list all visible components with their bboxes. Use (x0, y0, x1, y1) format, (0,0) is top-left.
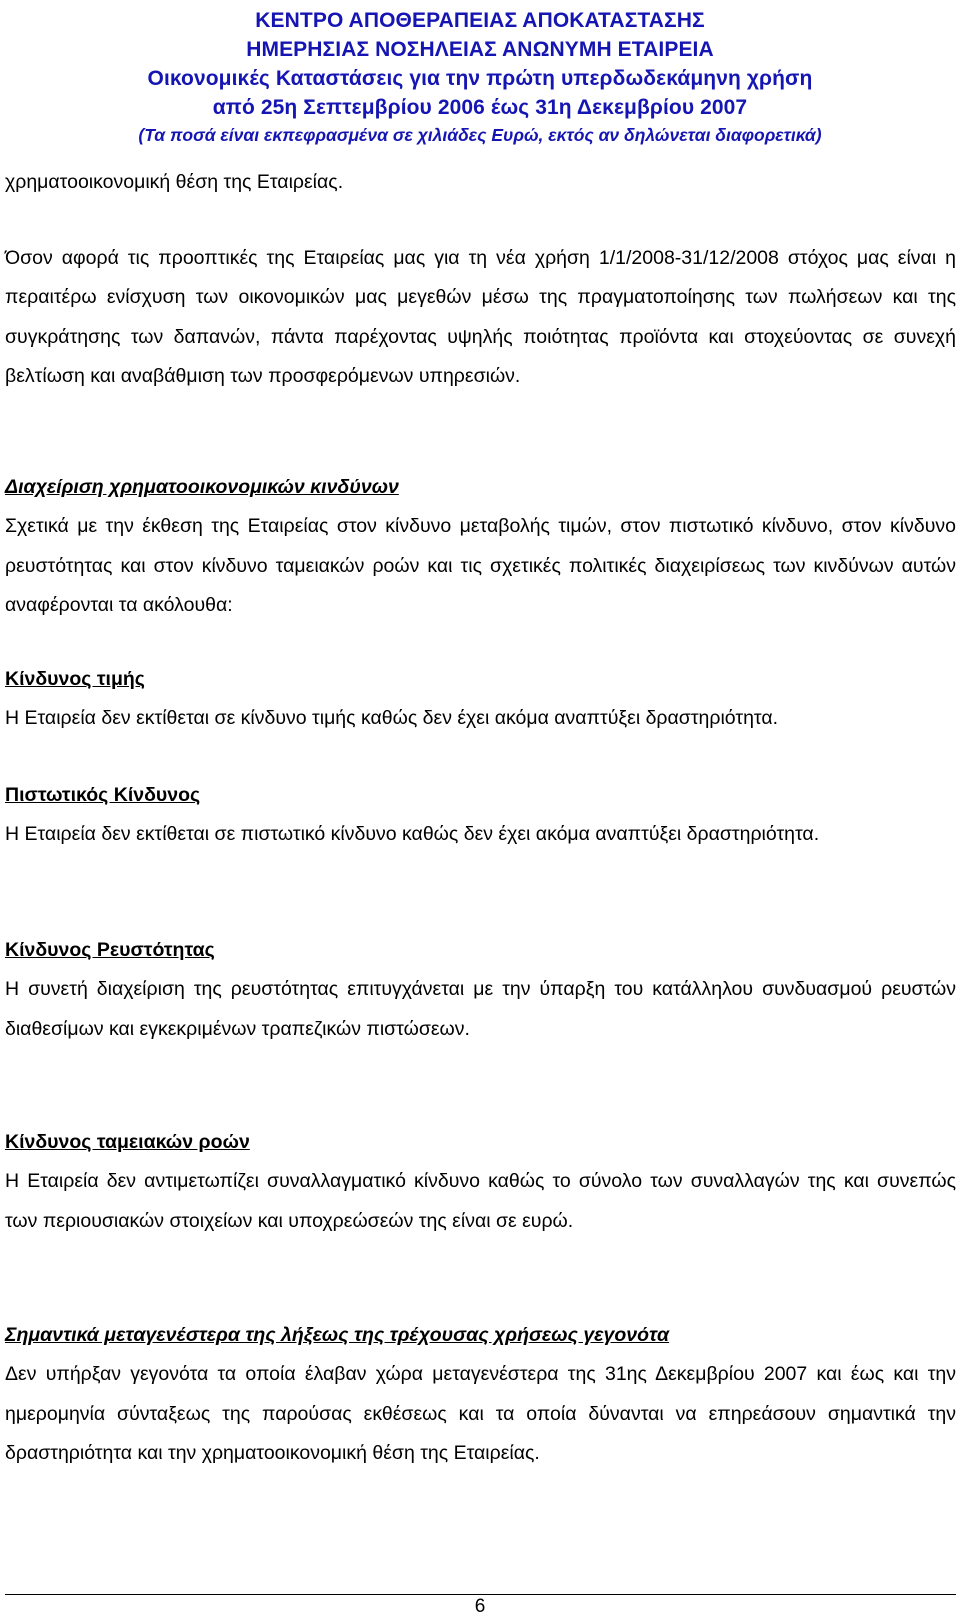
company-name-line1: ΚΕΝΤΡΟ ΑΠΟΘΕΡΑΠΕΙΑΣ ΑΠΟΚΑΤΑΣΤΑΣΗΣ (255, 9, 705, 32)
report-title: Οικονομικές Καταστάσεις για την πρώτη υπερδωδεκάμηνη χρήση (147, 67, 813, 90)
risk-management-paragraph: Σχετικά με την έκθεση της Εταιρείας στον κίνδυνο μεταβολής τιμών, στον πιστωτικό κίνδυνο, στον κίνδυνο ρευστότητας και στον κίνδυνο ταμειακών ροών και τις σχετικές πολιτικές διαχειρίσεως των κινδύνων αυτών αναφέρονται τα ακόλουθα: (5, 515, 956, 616)
document-header (0, 0, 960, 148)
credit-risk-heading: Πιστωτικός Κίνδυνος (5, 784, 201, 806)
currency-note: (Τα ποσά είναι εκπεφρασμένα σε χιλιάδες Ευρώ, εκτός αν δηλώνεται διαφορετικά) (138, 125, 822, 145)
liquidity-risk-paragraph: Η συνετή διαχείριση της ρευστότητας επιτυγχάνεται με την ύπαρξη του κατάλληλου συνδυασμού ρευστών διαθεσίμων και εγκεκριμένων τραπεζικών πιστώσεων. (5, 978, 956, 1040)
subsequent-events-paragraph: Δεν υπήρξαν γεγονότα τα οποία έλαβαν χώρα μεταγενέστερα της 31ης Δεκεμβρίου 2007 και έως και την ημερομηνία σύνταξεως της παρούσας εκθέσεως και τα οποία δύνανται να επηρεάσουν σημαντικά την δραστηριότητα και την χρηματοοικονομική θέση της Εταιρείας. (5, 1363, 956, 1464)
page-number: 6 (474, 1596, 486, 1617)
credit-risk-paragraph: Η Εταιρεία δεν εκτίθεται σε πιστωτικό κίνδυνο καθώς δεν έχει ακόμα αναπτύξει δραστηριότητα. (5, 823, 820, 846)
cashflow-risk-paragraph: Η Εταιρεία δεν αντιμετωπίζει συναλλαγματικό κίνδυνο καθώς το σύνολο των συναλλαγών της και συνεπώς των περιουσιακών στοιχείων και υποχρεώσεών της είναι σε ευρώ. (5, 1170, 956, 1232)
footer-divider (5, 1594, 956, 1595)
company-name-line2: ΗΜΕΡΗΣΙΑΣ ΝΟΣΗΛΕΙΑΣ ΑΝΩΝΥΜΗ ΕΤΑΙΡΕΙΑ (246, 38, 714, 61)
liquidity-risk-heading: Κίνδυνος Ρευστότητας (5, 939, 215, 961)
continuation-text: χρηματοοικονομική θέση της Εταιρείας. (5, 171, 344, 193)
subsequent-events-heading: Σημαντικά μεταγενέστερα της λήξεως της τρέχουσας χρήσεως γεγονότα (5, 1324, 670, 1346)
cashflow-risk-heading: Κίνδυνος ταμειακών ροών (5, 1131, 250, 1153)
price-risk-paragraph: Η Εταιρεία δεν εκτίθεται σε κίνδυνο τιμής καθώς δεν έχει ακόμα αναπτύξει δραστηριότητα. (5, 707, 779, 730)
price-risk-heading: Κίνδυνος τιμής (5, 668, 145, 690)
risk-management-heading: Διαχείριση χρηματοοικονομικών κινδύνων (5, 476, 399, 498)
outlook-paragraph: Όσον αφορά τις προοπτικές της Εταιρείας μας για τη νέα χρήση 1/1/2008-31/12/2008 στόχος μας είναι η περαιτέρω ενίσχυση των οικονομικών μας μεγεθών μέσω της πραγματοποίησης των πωλήσεων και της συγκράτησης των δαπανών, πάντα παρέχοντας υψηλής ποιότητας προϊόντα και στοχεύοντας σε συνεχή βελτίωση και αναβάθμιση των προσφερόμενων υπηρεσιών. (5, 247, 956, 387)
report-period: από 25η Σεπτεμβρίου 2006 έως 31η Δεκεμβρίου 2007 (212, 96, 748, 119)
